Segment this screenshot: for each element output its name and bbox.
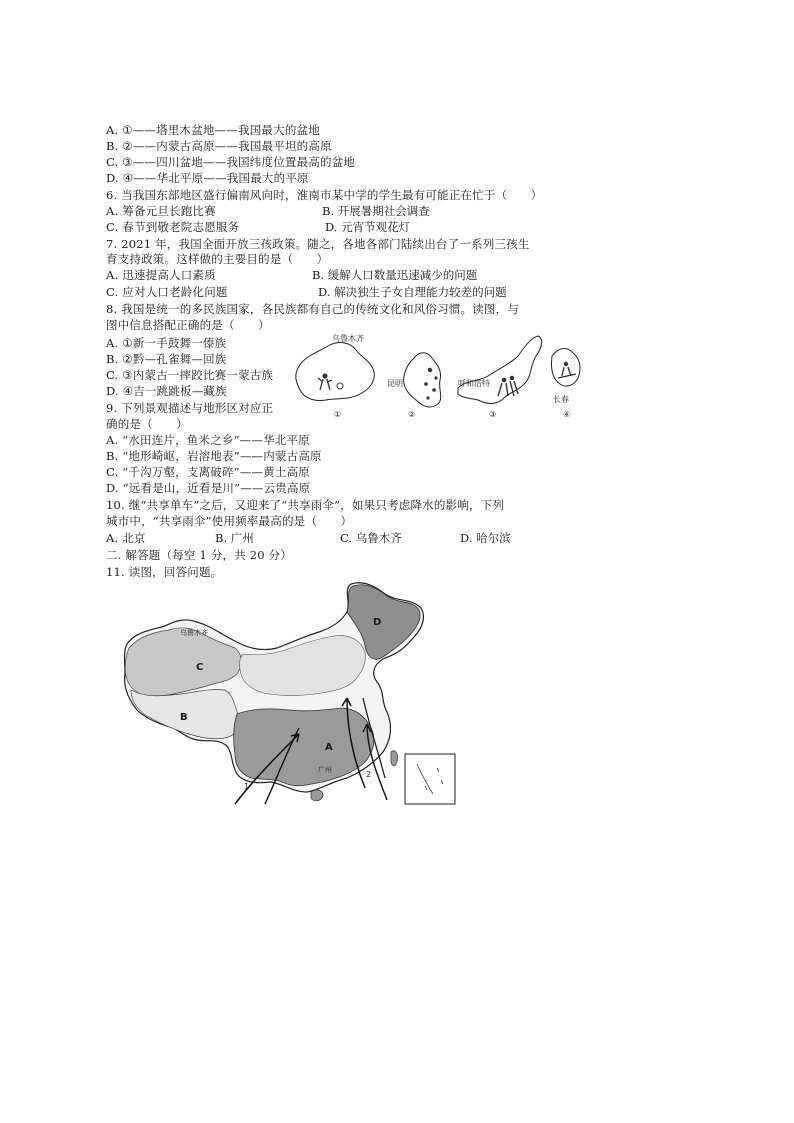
q6-stem: 6. 当我国东部地区盛行偏南风向时，淮南市某中学的学生最有可能正在忙于（ ）	[106, 188, 543, 202]
taiwan-island	[391, 751, 398, 766]
q9-option-d: D. “远看是山，近看是川”——云贵高原	[106, 481, 311, 495]
q10-option-a: A. 北京	[106, 531, 146, 545]
q8-stem-line1: 8. 我国是统一的多民族国家，各民族都有自己的传统文化和风俗习惯。读图，与	[106, 302, 520, 316]
q10-option-b: B. 广州	[215, 531, 254, 545]
q7-stem-line1: 7. 2021 年，我国全面开放三孩政策。随之，各地各部门陆续出台了一系列三孩生	[106, 237, 530, 251]
q8-label-hohhot: 呼和浩特	[458, 379, 490, 388]
q9-option-c: C. “千沟万壑，支离破碎”——黄土高原	[106, 465, 310, 479]
q9-stem-line2: 确的是（ ）	[106, 417, 188, 431]
q9-option-a: A. “水田连片，鱼米之乡”——华北平原	[106, 433, 310, 447]
q9-stem-line1: 9. 下列景观描述与地形区对应正	[106, 401, 274, 415]
q8-option-d: D. ④吉一跳跳板—藏族	[106, 384, 227, 398]
q11-arrow-label-1: 1	[244, 782, 250, 791]
q10-stem-line2: 城市中，“共享雨伞”使用频率最高的是（ ）	[106, 514, 353, 528]
q5-option-c: C. ③——四川盆地——我国纬度位置最高的盆地	[106, 155, 356, 169]
xinjiang-outline	[296, 343, 374, 401]
q6-option-b: B. 开展暑期社会调查	[322, 204, 430, 218]
q7-option-b: B. 缓解人口数量迅速减少的问题	[312, 268, 478, 282]
q6-option-a: A. 筹备元旦长跑比赛	[106, 204, 216, 218]
q11-region-d: D	[373, 617, 382, 628]
q7-option-a: A. 迅速提高人口素质	[106, 268, 216, 282]
q7-option-d: D. 解决独生子女自理能力较差的问题	[318, 285, 507, 299]
q9-option-b: B. “地形崎岖，岩溶地表”——内蒙古高原	[106, 449, 322, 463]
yunnan-outline	[404, 353, 441, 407]
q7-stem-line2: 育支持政策。这样做的主要目的是（ ）	[106, 252, 329, 266]
q8-stem-line2: 图中信息搭配正确的是（ ）	[106, 318, 270, 332]
q11-arrow-label-2: 2	[366, 770, 372, 779]
q11-region-a: A	[325, 742, 333, 753]
south-china-sea-inset	[405, 754, 455, 804]
q8-map-number-1: ①	[334, 410, 342, 419]
q8-option-c: C. ③内蒙古一摔跤比赛一蒙古族	[106, 368, 274, 382]
q8-option-b: B. ②黔—孔雀舞—回族	[106, 352, 227, 366]
q11-label-urumqi: 乌鲁木齐	[180, 629, 208, 637]
section2-title: 二. 解答题（每空 1 分，共 20 分）	[106, 548, 293, 562]
q8-map-number-2: ②	[408, 410, 416, 419]
q8-map-number-3: ③	[489, 410, 497, 419]
q11-china-map	[115, 578, 465, 808]
q11-stem: 11. 读图，回答问题。	[106, 565, 223, 579]
q8-label-kunming: 昆明	[387, 379, 403, 388]
q10-option-d: D. 哈尔滨	[460, 531, 511, 545]
q6-option-d: D. 元宵节观花灯	[325, 220, 411, 234]
q6-option-c: C. 春节到敬老院志愿服务	[106, 220, 240, 234]
q5-option-d: D. ④——华北平原——我国最大的平原	[106, 171, 309, 185]
hainan-island	[311, 790, 323, 801]
q10-option-c: C. 乌鲁木齐	[340, 531, 402, 545]
q11-region-b: B	[180, 712, 188, 723]
q11-region-c: C	[196, 662, 204, 673]
q11-label-guangzhou: 广州	[318, 766, 332, 774]
q8-label-urumqi: 乌鲁木齐	[332, 334, 364, 343]
q8-map-number-4: ④	[563, 410, 571, 419]
q5-option-b: B. ②——内蒙古高原——我国最平坦的高原	[106, 139, 332, 153]
q5-option-a: A. ①——塔里木盆地——我国最大的盆地	[106, 123, 320, 137]
q10-stem-line1: 10. 继“共享单车”之后，又迎来了“共享雨伞”，如果只考虑降水的影响，下列	[106, 498, 505, 512]
q7-option-c: C. 应对人口老龄化问题	[106, 285, 228, 299]
jilin-outline	[551, 349, 580, 386]
inner-mongolia-outline	[458, 336, 542, 404]
q8-label-changchun: 长春	[553, 395, 569, 404]
q8-option-a: A. ①新一手鼓舞一傣族	[106, 336, 227, 350]
